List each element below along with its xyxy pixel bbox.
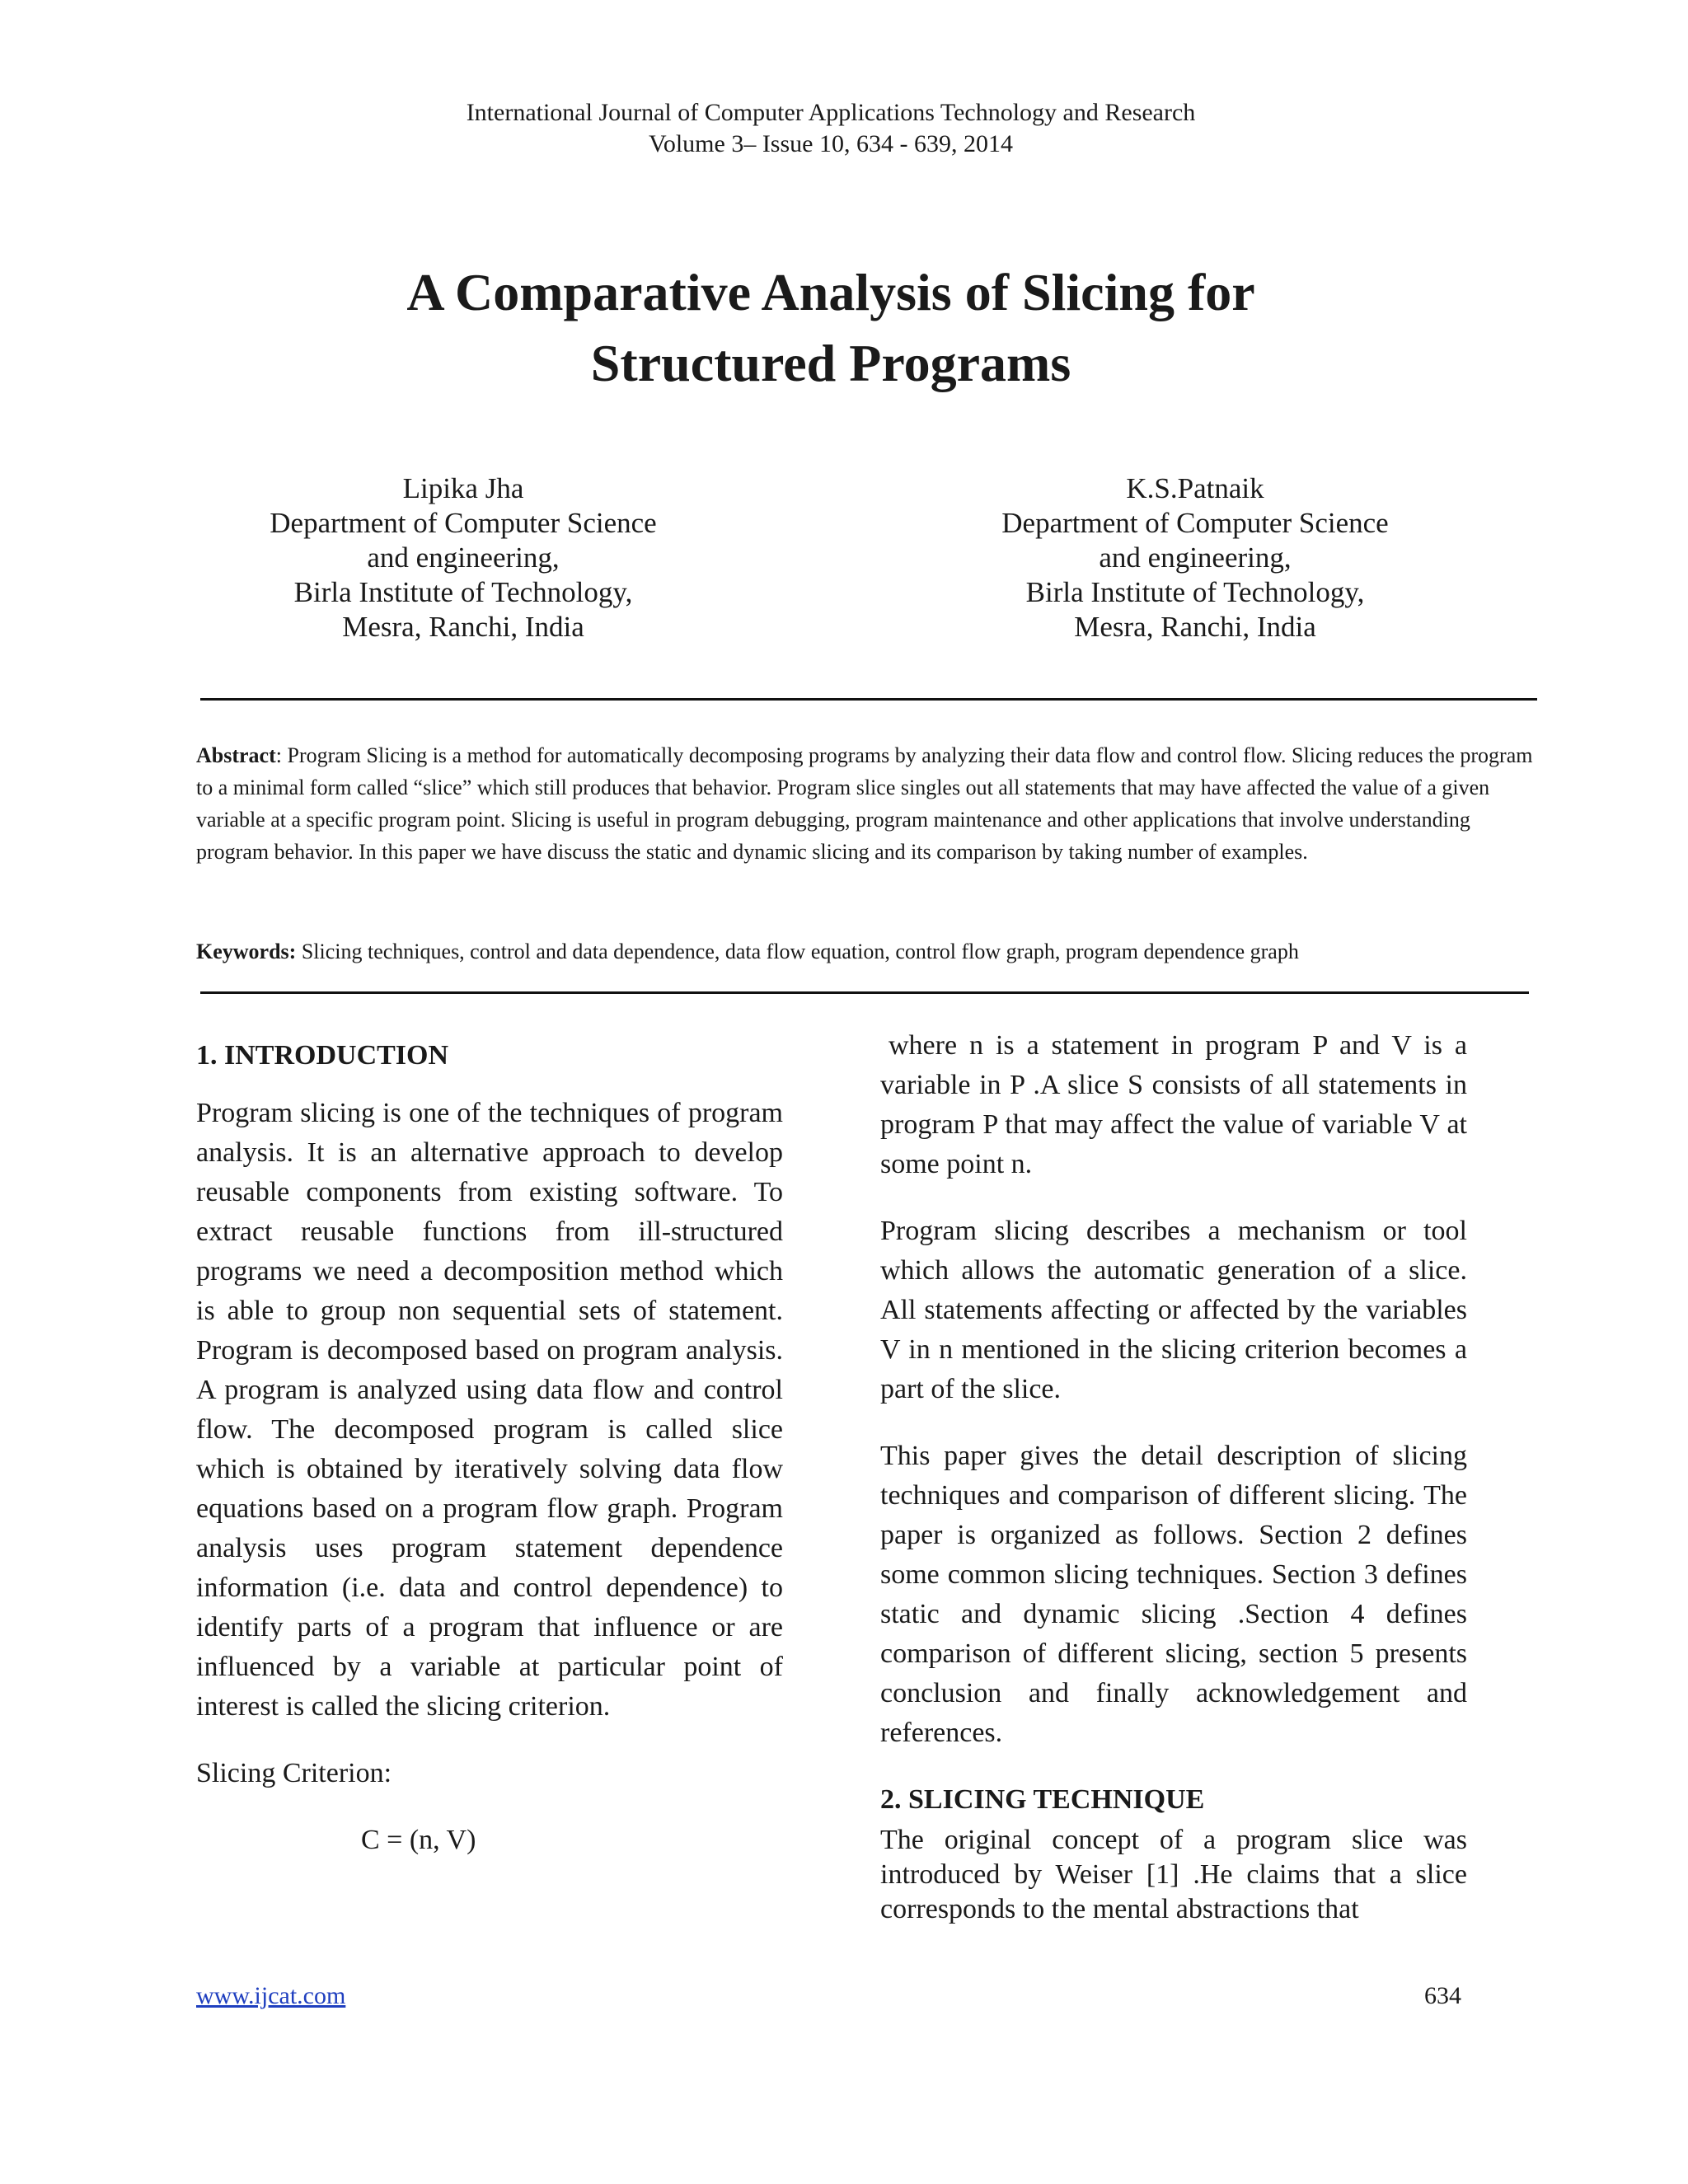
abstract-label: Abstract [196,743,276,767]
keywords-text: Slicing techniques, control and data dependence, data flow equation, control flow graph, program dependence graph [296,940,1299,963]
title-line-1: A Comparative Analysis of Slicing for [406,263,1255,321]
section-1-number: 1. I [196,1040,236,1071]
right-column [880,1026,1467,1954]
author-block-2 [907,471,1484,644]
slicing-criterion-formula: C = (n, V) [361,1825,476,1855]
journal-volume: Volume 3– Issue 10, 634 - 639, 2014 [649,130,1013,157]
paper-title [0,257,1662,399]
abstract-text: : Program Slicing is a method for automatically decomposing programs by analyzing their data flow and control flow. Slicing reduces the program to a minimal form called “slice” which still produces that behavior. Program slice singles out all statements that may have affected the value of a given variable at a specific program point. Slicing is useful in program debugging, program maintenance and other applications that involve understanding program behavior. In this paper we have discuss the static and dynamic slicing and its comparison by taking number of examples. [196,743,1533,864]
divider-top [200,698,1537,701]
left-column [196,1026,783,1887]
intro-paragraph: Program slicing is one of the techniques of program analysis. It is an alternative approach to develop reusable components from existing software. To extract reusable functions from ill-structured programs we need a decomposition method which is able to group non sequential sets of statement. Program is decomposed based on program analysis. A program is analyzed using data flow and control flow. The decomposed program is called slice which is obtained by iteratively solving data flow equations based on a program flow graph. Program analysis uses program statement dependence information (i.e. data and control dependence) to identify parts of a program that influence or are influenced by a variable at particular point of interest is called the slicing criterion. [196,1098,783,1722]
keywords [196,935,1564,968]
journal-header [0,97,1662,160]
author-dept-2: and engineering, [1099,541,1292,574]
author-location: Mesra, Ranchi, India [1074,611,1316,643]
author-dept-2: and engineering, [367,541,560,574]
section-1-heading [196,1036,783,1076]
author-name: K.S.Patnaik [1126,472,1264,504]
author-block-1 [175,471,752,644]
organization-paragraph: This paper gives the detail description of slicing techniques and comparison of different slicing. The paper is organized as follows. Section 2 defines some common slicing techniques. Section 3 defines static and dynamic slicing .Section 4 defines comparison of different slicing, section 5 presents conclusion and finally acknowledgement and references. [880,1441,1467,1748]
page-number: 634 [1424,1982,1461,2009]
section-2-heading: 2. SLICING TECHNIQUE [880,1784,1205,1815]
author-location: Mesra, Ranchi, India [342,611,584,643]
footer-website-link[interactable]: www.ijcat.com [196,1982,346,2009]
section-1-title: NTRODUCTION [235,1040,449,1071]
author-institute: Birla Institute of Technology, [1025,576,1365,608]
section-2-paragraph: The original concept of a program slice was introduced by Weiser [1] .He claims that a slice corresponds to the mental abstractions that [880,1825,1467,1924]
abstract [196,739,1548,868]
author-dept: Department of Computer Science [270,507,657,539]
divider-bottom [200,991,1529,994]
slicing-criterion-label: Slicing Criterion: [196,1758,392,1788]
criterion-explanation: where n is a statement in program P and V is a variable in P .A slice S consists of all statements in program P that may affect the value of variable V at some point n. [880,1030,1467,1179]
author-institute: Birla Institute of Technology, [293,576,633,608]
author-name: Lipika Jha [402,472,524,504]
keywords-label: Keywords: [196,940,297,963]
author-dept: Department of Computer Science [1001,507,1389,539]
journal-name: International Journal of Computer Applications Technology and Research [466,99,1196,126]
mechanism-paragraph: Program slicing describes a mechanism or tool which allows the automatic generation of a slice. All statements affecting or affected by the variables V in n mentioned in the slicing criterion becomes a part of the slice. [880,1216,1467,1404]
title-line-2: Structured Programs [590,334,1071,392]
